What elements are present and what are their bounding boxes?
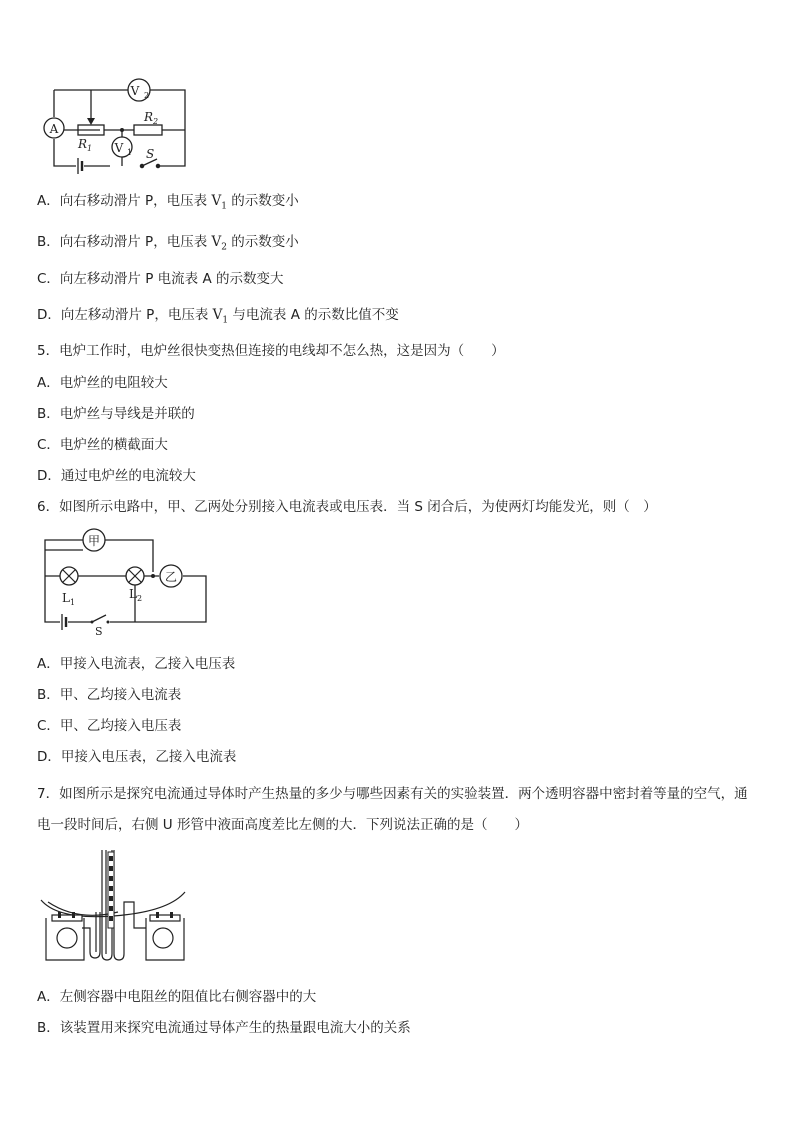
q5-option-c: C．电炉丝的横截面大	[37, 437, 168, 453]
apparatus-diagram	[38, 842, 188, 967]
q5-option-d: D．通过电炉丝的电流较大	[37, 468, 196, 484]
l2-label: L	[129, 587, 137, 601]
q6-stem: 6．如图所示电路中，甲、乙两处分别接入电流表或电压表．当 S 闭合后，为使两灯均能发光，则（ ）	[37, 499, 657, 515]
circuit-diagram-2	[40, 528, 212, 638]
r1-sub: 1	[87, 144, 93, 153]
l1-label: L	[62, 591, 70, 605]
v2-sub: 2	[144, 91, 150, 100]
q6-option-b: B．甲、乙均接入电流表	[37, 687, 182, 703]
l1-sub: 1	[70, 598, 76, 607]
q7-option-b: B．该装置用来探究电流通过导体产生的热量跟电流大小的关系	[37, 1020, 411, 1036]
circuit-diagram-1	[38, 78, 198, 176]
v1-label: V	[114, 141, 124, 155]
jia-label: 甲	[87, 534, 101, 548]
ammeter-label: A	[49, 122, 59, 136]
r2-label: R	[144, 110, 154, 124]
l2-sub: 2	[137, 594, 143, 603]
q7-stem: 7．如图所示是探究电流通过导体时产生热量的多少与哪些因素有关的实验装置．两个透明容器中密封着等量的空气，通电一段时间后，右侧 U 形管中液面高度差比左侧的大．下列说法正确的是（ ）	[37, 786, 748, 833]
switch-label-2: S	[95, 625, 103, 638]
q6-option-c: C．甲、乙均接入电压表	[37, 718, 182, 734]
switch-label: S	[146, 147, 155, 161]
q5-option-a: A．电炉丝的电阻较大	[37, 375, 168, 391]
q7-option-a: A．左侧容器中电阻丝的阻值比右侧容器中的大	[37, 989, 317, 1005]
q4-option-a: A．向右移动滑片 P，电压表 $V_1$ 的示数变小	[37, 193, 299, 212]
q6-option-a: A．甲接入电流表，乙接入电压表	[37, 656, 236, 672]
r1-label: R	[78, 137, 88, 151]
v1-sub: 1	[127, 148, 133, 157]
r2-sub: 2	[153, 117, 159, 126]
q4-option-b: B．向右移动滑片 P，电压表 $V_2$ 的示数变小	[37, 234, 299, 253]
q5-stem: 5．电炉工作时，电炉丝很快变热但连接的电线却不怎么热，这是因为（ ）	[37, 343, 505, 359]
q5-option-b: B．电炉丝与导线是并联的	[37, 406, 195, 422]
q4-option-c: C．向左移动滑片 P 电流表 A 的示数变大	[37, 271, 284, 287]
v2-label: V	[130, 84, 140, 98]
q4-option-d: D．向左移动滑片 P，电压表 $V_1$ 与电流表 A 的示数比值不变	[37, 307, 399, 326]
q6-option-d: D．甲接入电压表，乙接入电流表	[37, 749, 237, 765]
yi-label: 乙	[164, 570, 178, 584]
